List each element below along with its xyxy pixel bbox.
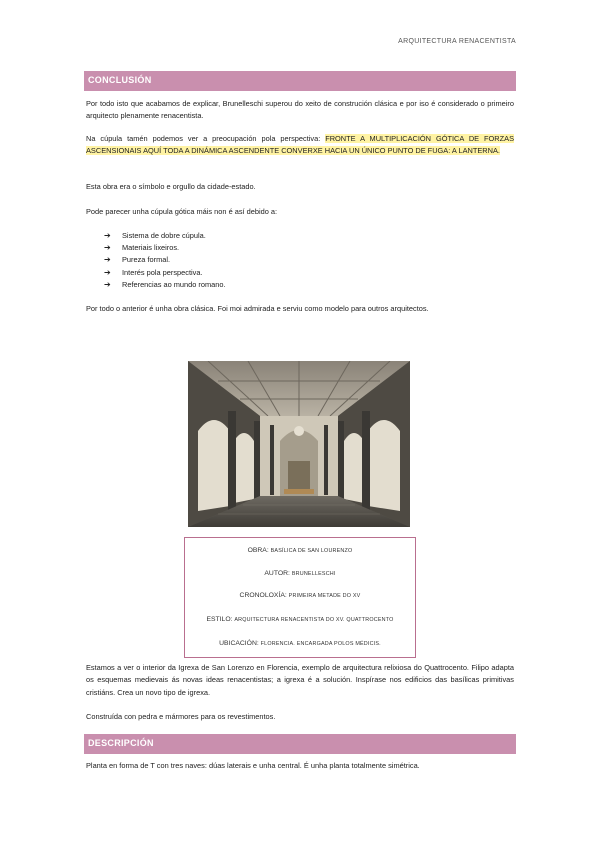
paragraph-interior: Estamos a ver o interior da Igrexa de San Lorenzo en Florencia, exemplo de arquitectura relixiosa do Quattrocento. Filipo adapta os esquemas medievais ás novas ideas renacentistas; a igrexa é a solución. Inspírase nos edificios das basílicas primitivas cristiáns. Crea un novo tipo de igrexa. bbox=[86, 663, 514, 697]
list-item: ➔ Referencias ao mundo romano. bbox=[104, 279, 226, 291]
arrow-right-icon: ➔ bbox=[104, 231, 111, 240]
paragraph: Esta obra era o símbolo e orgullo da cidade-estado. bbox=[86, 182, 256, 191]
paragraph: Pode parecer unha cúpula gótica máis non é así debido a: bbox=[86, 207, 278, 216]
church-interior-photo bbox=[188, 361, 410, 527]
section-title: DESCRIPCIÓN bbox=[88, 738, 154, 748]
arrow-right-icon: ➔ bbox=[104, 279, 111, 289]
paragraph: Construída con pedra e mármores para os revestimentos. bbox=[86, 712, 276, 721]
list-item: ➔ Pureza formal. bbox=[104, 254, 226, 266]
paragraph-perspective bbox=[86, 133, 514, 158]
arrow-right-icon: ➔ bbox=[104, 255, 111, 265]
info-cronoloxia: CRONOLOXÍA: PRIMEIRA METADE DO XV bbox=[239, 592, 361, 599]
arrow-right-icon: ➔ bbox=[104, 267, 111, 277]
bullet-list bbox=[104, 230, 226, 291]
section-title: CONCLUSIÓN bbox=[88, 75, 152, 85]
section-header-conclusion bbox=[84, 71, 516, 91]
paragraph: Planta en forma de T con tres naves: dúas laterais e unha central. É unha planta totalmente simétrica. bbox=[86, 761, 420, 770]
paragraph: Por todo isto que acabamos de explicar, Brunelleschi superou do xeito de construción clásica e por iso é considerado o primeiro arquitecto plenamente renacentista. bbox=[86, 99, 514, 121]
artwork-info-box bbox=[184, 537, 416, 658]
info-ubicacion: UBICACIÓN: FLORENCIA. ENCARGADA POLOS MÉDICIS. bbox=[219, 640, 381, 647]
section-header-descripcion bbox=[84, 734, 516, 754]
running-header: ARQUITECTURA RENACENTISTA bbox=[398, 38, 516, 45]
info-estilo: ESTILO: ARQUITECTURA RENACENTISTA DO XV. QUATTROCENTO bbox=[206, 616, 394, 623]
list-item: ➔ Sistema de dobre cúpula. bbox=[104, 230, 226, 242]
highlighted-text: FRONTE A MULTIPLICACIÓN GÓTICA DE FORZAS ASCENSIONAIS AQUÍ TODA A DINÁMICA ASCENDENTE CONVERXE HACIA UN ÚNICO PUNTO DE FUGA: A LANTERNA. bbox=[86, 134, 514, 156]
info-obra: OBRA: BASÍLICA DE SAN LOURENZO bbox=[247, 547, 353, 554]
info-autor: AUTOR: BRUNELLESCHI bbox=[264, 570, 336, 577]
paragraph-intro: Na cúpula tamén podemos ver a preocupación pola perspectiva: bbox=[86, 134, 326, 143]
list-item: ➔ Materiais lixeiros. bbox=[104, 242, 226, 254]
paragraph: Por todo o anterior é unha obra clásica. Foi moi admirada e serviu como modelo para outros arquitectos. bbox=[86, 304, 429, 313]
list-item: ➔ Interés pola perspectiva. bbox=[104, 267, 226, 279]
arrow-right-icon: ➔ bbox=[104, 243, 111, 253]
